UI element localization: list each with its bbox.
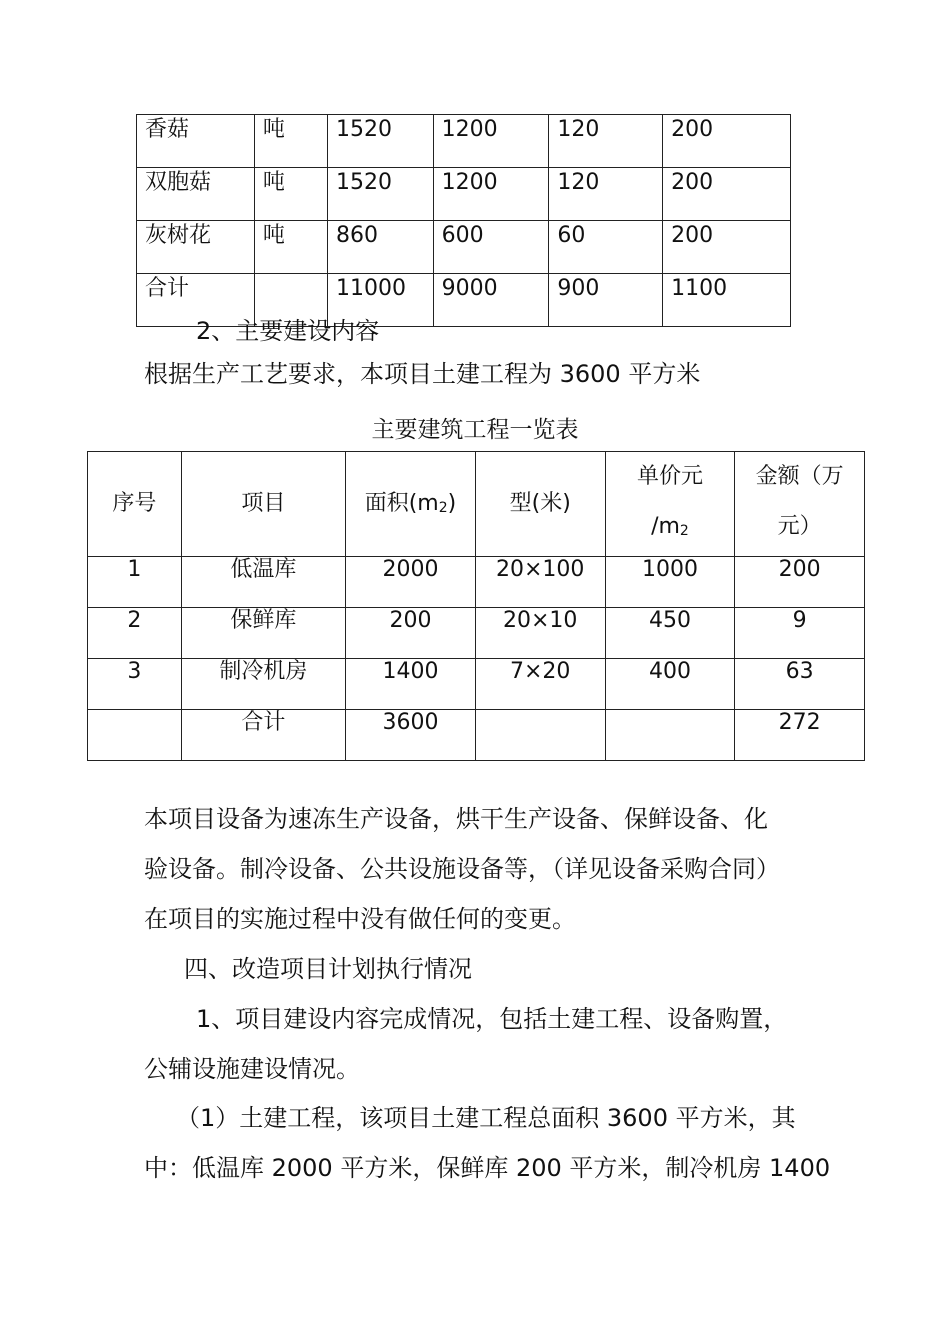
header-item: 项目 (181, 452, 345, 557)
intro-text: 根据生产工艺要求，本项目土建工程为 3600 平方米 (144, 360, 701, 388)
table1-cell: 9000 (433, 274, 549, 327)
table2-cell: 低温库 (181, 557, 345, 608)
table2-cell (605, 710, 735, 761)
table-row (88, 608, 865, 659)
production-table (136, 114, 791, 327)
paragraph-completion-line1: 1、项目建设内容完成情况，包括土建工程、设备购置， (196, 1005, 788, 1033)
table-row (88, 557, 865, 608)
table1-cell: 吨 (254, 115, 327, 168)
table-row (88, 659, 865, 710)
table1-cell: 灰树花 (137, 221, 255, 274)
table1-cell: 1100 (663, 274, 791, 327)
building-table-body (88, 452, 865, 761)
header-amount-line1: 金额（万 (755, 464, 844, 489)
header-unit-price-line1: 单价元 (636, 464, 703, 489)
table1-cell: 合计 (137, 274, 255, 327)
table1-cell: 香菇 (137, 115, 255, 168)
table2-cell: 63 (735, 659, 865, 710)
table1-cell: 1200 (433, 168, 549, 221)
header-seq: 序号 (88, 452, 182, 557)
section-heading-main-construction: 2、主要建设内容 (196, 317, 380, 345)
header-area-text: 面积(m (364, 490, 439, 516)
paragraph-equipment-line2: 验设备。制冷设备、公共设施设备等，（详见设备采购合同） (144, 855, 780, 883)
table-row (137, 221, 791, 274)
table2-caption: 主要建筑工程一览表 (371, 417, 579, 443)
table2-cell: 合计 (181, 710, 345, 761)
table1-cell: 11000 (328, 274, 434, 327)
header-amount-line2: 元） (777, 514, 822, 539)
table2-cell: 3 (88, 659, 182, 710)
table1-cell: 吨 (254, 168, 327, 221)
production-table-body (137, 115, 791, 327)
header-area-sub: 2 (438, 499, 448, 516)
table2-cell: 2 (88, 608, 182, 659)
table-header-row (88, 452, 865, 557)
table2-cell (475, 710, 605, 761)
table-row (88, 710, 865, 761)
header-type: 型(米) (475, 452, 605, 557)
table2-cell: 7×20 (475, 659, 605, 710)
table2-cell: 2000 (346, 557, 476, 608)
table1-cell: 900 (549, 274, 663, 327)
table2-cell: 20×100 (475, 557, 605, 608)
table2-cell: 200 (735, 557, 865, 608)
table2-cell: 3600 (346, 710, 476, 761)
table-row (137, 168, 791, 221)
paragraph-equipment-line3: 在项目的实施过程中没有做任何的变更。 (144, 905, 576, 933)
table1-cell: 1520 (328, 115, 434, 168)
table1-cell: 600 (433, 221, 549, 274)
table1-cell: 200 (663, 115, 791, 168)
table2-cell: 200 (346, 608, 476, 659)
paragraph-civil-line1: （1）土建工程，该项目土建工程总面积 3600 平方米，其 (176, 1104, 796, 1132)
table2-cell: 制冷机房 (181, 659, 345, 710)
table1-cell: 60 (549, 221, 663, 274)
table1-cell: 200 (663, 221, 791, 274)
header-unit-price-line2 (606, 502, 735, 556)
table2-cell: 1000 (605, 557, 735, 608)
table2-cell: 20×10 (475, 608, 605, 659)
table2-cell: 1 (88, 557, 182, 608)
table1-cell: 860 (328, 221, 434, 274)
table1-cell: 双胞菇 (137, 168, 255, 221)
table2-cell: 272 (735, 710, 865, 761)
paragraph-civil-line2: 中：低温库 2000 平方米，保鲜库 200 平方米，制冷机房 1400 (144, 1154, 831, 1182)
header-amount (735, 452, 865, 557)
table-row (137, 115, 791, 168)
building-table (87, 451, 865, 761)
paragraph-completion-line2: 公辅设施建设情况。 (144, 1055, 360, 1083)
paragraph-equipment-line1: 本项目设备为速冻生产设备，烘干生产设备、保鲜设备、化 (144, 805, 768, 833)
heading-plan-execution: 四、改造项目计划执行情况 (184, 955, 472, 983)
table1-cell: 1520 (328, 168, 434, 221)
header-unit-price-sub: 2 (679, 523, 689, 539)
table1-cell: 120 (549, 168, 663, 221)
table2-cell: 1400 (346, 659, 476, 710)
header-unit-price-unit: /m (651, 514, 680, 539)
table1-cell: 吨 (254, 221, 327, 274)
table2-cell (88, 710, 182, 761)
table2-cell: 450 (605, 608, 735, 659)
table1-cell: 120 (549, 115, 663, 168)
table2-cell: 9 (735, 608, 865, 659)
header-area (346, 452, 476, 557)
header-area-close: ) (447, 490, 457, 516)
table1-cell: 200 (663, 168, 791, 221)
table2-cell: 400 (605, 659, 735, 710)
header-unit-price (605, 452, 735, 557)
table1-cell: 1200 (433, 115, 549, 168)
table2-cell: 保鲜库 (181, 608, 345, 659)
